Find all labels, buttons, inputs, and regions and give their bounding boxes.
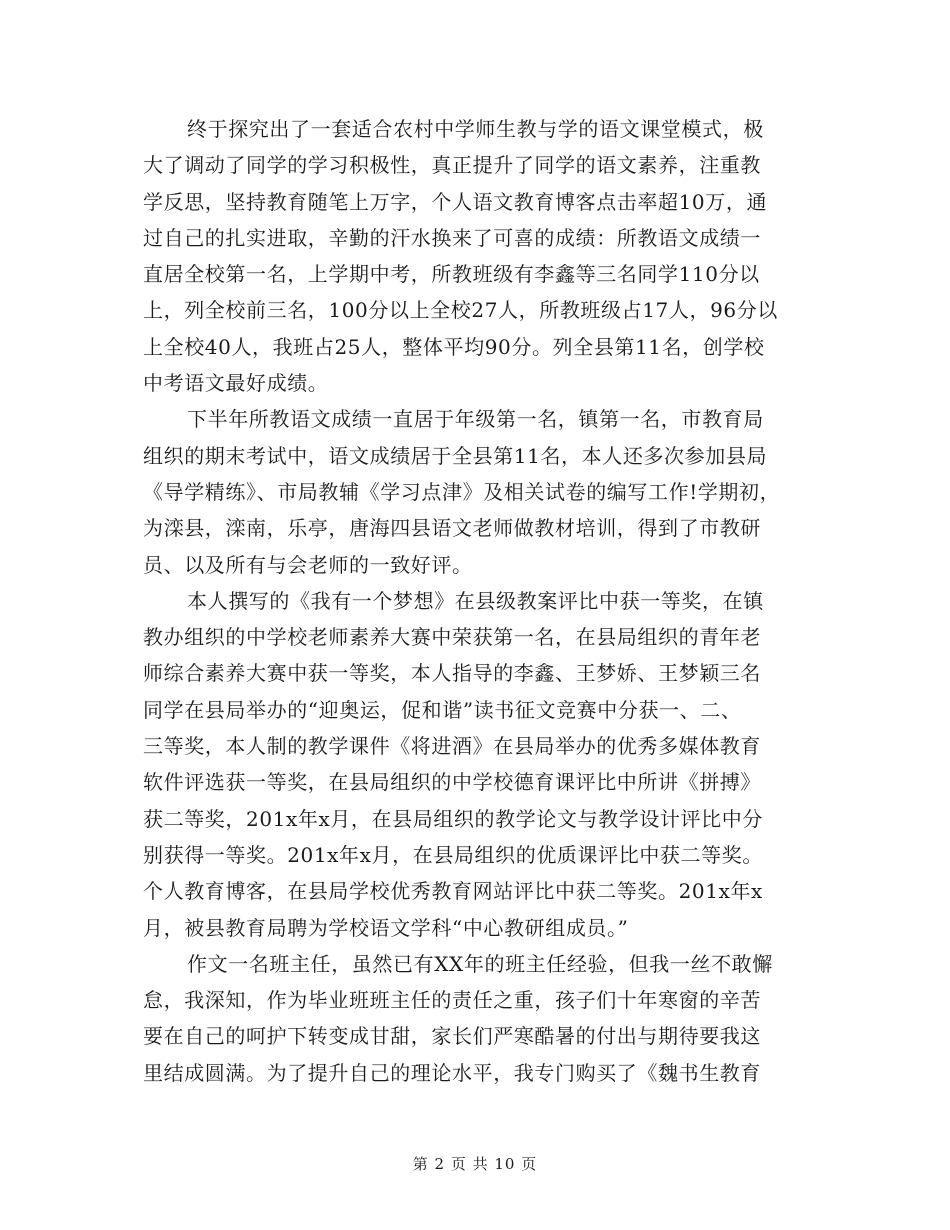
text-line: 上全校40人，我班占25人，整体平均90分。列全县第11名，创学校 [143,334,765,359]
text-line: 上，列全校前三名，100分以上全校27人，所教班级占17人，96分以 [143,298,778,323]
body-text [143,111,803,1091]
text-line: 要在自己的呵护下转变成甘甜，家长们严寒酷暑的付出与期待要我这 [143,1024,761,1049]
text-line: 《导学精练》、市局教辅《学习点津》及相关试卷的编写工作!学期初， [143,479,781,504]
text-line: 师综合素养大赛中获一等奖，本人指导的李鑫、王梦娇、王梦颖三名 [143,661,761,686]
page-number-footer: 第 2 页 共 10 页 [412,1155,538,1173]
text-line: 组织的期末考试中，语文成绩居于全县第11名，本人还多次参加县局 [143,443,768,468]
text-line: 下半年所教语文成绩一直居于年级第一名，镇第一名，市教育局 [187,407,764,432]
text-line: 教办组织的中学校老师素养大赛中荣获第一名，在县局组织的青年老 [143,625,761,650]
text-line: 为滦县，滦南，乐亭，唐海四县语文老师做教材培训，得到了市教研 [143,516,761,541]
text-line: 里结成圆满。为了提升自己的理论水平，我专门购买了《魏书生教育 [143,1060,761,1085]
text-line: 直居全校第一名，上学期中考，所教班级有李鑫等三名同学110分以 [143,262,760,287]
text-line: 终于探究出了一套适合农村中学师生教与学的语文课堂模式，极 [187,117,764,141]
text-line: 同学在县局举办的“迎奥运，促和谐”读书征文竞赛中分获一、二、 [143,697,742,722]
text-line: 学反思，坚持教育随笔上万字，个人语文教育博客点击率超10万，通 [143,189,768,214]
text-line: 大了调动了同学的学习积极性，真正提升了同学的语文素养，注重教 [143,153,761,178]
text-line: 获二等奖，201x年x月，在县局组织的教学论文与教学设计评比中分 [143,806,763,831]
text-line: 怠，我深知，作为毕业班班主任的责任之重，孩子们十年寒窗的辛苦 [143,988,761,1013]
text-line: 个人教育博客，在县局学校优秀教育网站评比中获二等奖。201x年x [143,879,763,904]
text-line: 过自己的扎实进取，辛勤的汗水换来了可喜的成绩：所教语文成绩一 [143,225,761,250]
text-line: 软件评选获一等奖，在县局组织的中学校德育课评比中所讲《拼搏》 [143,770,761,795]
text-line: 作文一名班主任，虽然已有XX年的班主任经验，但我一丝不敢懈 [187,951,773,976]
text-line: 中考语文最好成绩。 [143,371,329,396]
text-line: 员、以及所有与会老师的一致好评。 [143,552,473,577]
text-line: 三等奖，本人制的教学课件《将进酒》在县局举办的优秀多媒体教育 [143,734,761,759]
text-line: 月，被县教育局聘为学校语文学科“中心教研组成员。” [143,915,629,940]
text-line: 别获得一等奖。201x年x月，在县局组织的优质课评比中获二等奖。 [143,842,763,867]
text-line: 本人撰写的《我有一个梦想》在县级教案评比中获一等奖，在镇 [187,588,764,613]
